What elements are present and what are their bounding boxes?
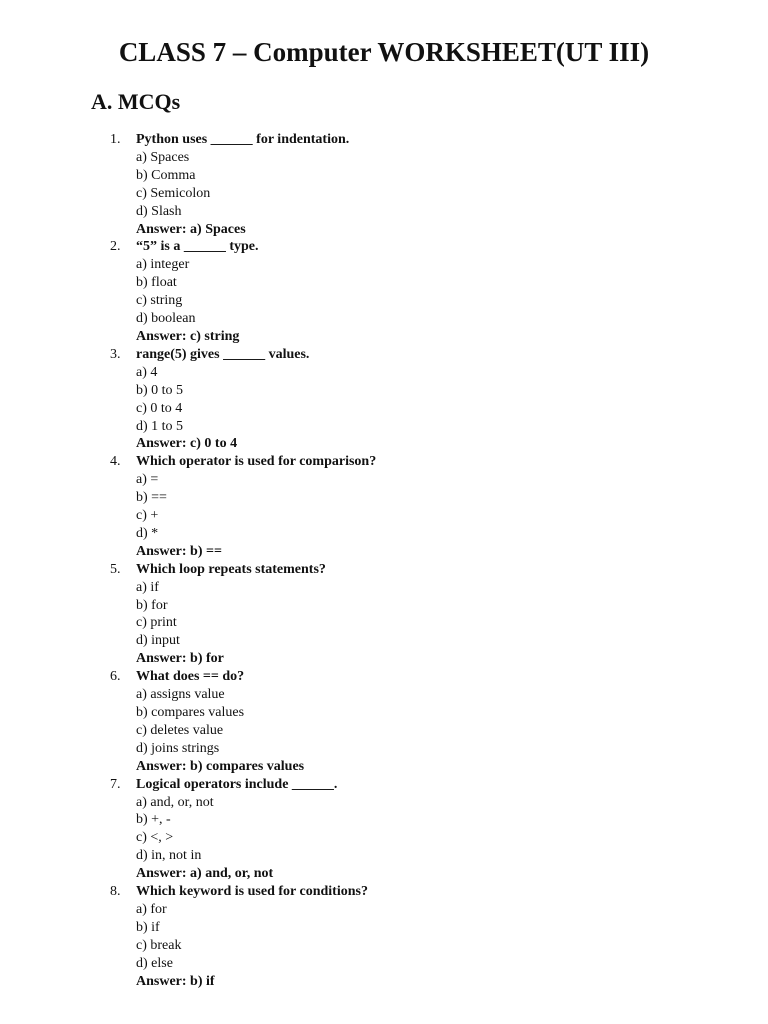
option-a: a) = (136, 472, 159, 488)
question-number: 6. (110, 669, 121, 685)
option-b: b) float (136, 275, 177, 291)
option-a: a) assigns value (136, 687, 225, 703)
option-c: c) string (136, 293, 183, 309)
question-number: 3. (110, 346, 121, 362)
answer-line: Answer: b) compares values (136, 758, 305, 774)
question-item (0, 776, 768, 883)
option-a: a) integer (136, 257, 190, 273)
option-d: d) joins strings (136, 740, 220, 756)
question-item (0, 131, 768, 238)
question-item (0, 561, 768, 668)
option-c: c) <, > (136, 830, 174, 846)
question-number: 1. (110, 132, 121, 147)
option-d: d) * (136, 525, 159, 541)
question-text: Which operator is used for comparison? (136, 454, 377, 470)
question-item (0, 346, 768, 453)
question-text: Logical operators include ______. (136, 776, 338, 792)
option-b: b) == (136, 490, 167, 506)
question-list (0, 131, 768, 991)
question-text: “5” is a ______ type. (136, 239, 259, 255)
option-d: d) Slash (136, 203, 182, 219)
option-a: a) and, or, not (136, 794, 214, 810)
section-heading: A. MCQs (91, 89, 181, 114)
option-d: d) input (136, 633, 180, 649)
question-text: Which loop repeats statements? (136, 561, 326, 577)
question-text: range(5) gives ______ values. (136, 346, 310, 362)
question-number: 2. (110, 239, 121, 255)
option-b: b) Comma (136, 167, 196, 183)
option-b: b) +, - (136, 812, 171, 828)
option-c: c) print (136, 615, 177, 631)
option-b: b) compares values (136, 705, 245, 720)
option-a: a) for (136, 901, 167, 917)
answer-line: Answer: b) == (136, 543, 222, 559)
option-c: c) deletes value (136, 722, 224, 738)
question-number: 7. (110, 776, 121, 792)
option-c: c) Semicolon (136, 185, 211, 201)
answer-line: Answer: c) string (136, 328, 240, 344)
answer-line: Answer: c) 0 to 4 (136, 436, 238, 452)
question-number: 5. (110, 561, 121, 577)
option-d: d) boolean (136, 311, 196, 327)
question-number: 8. (110, 884, 121, 900)
option-d: d) 1 to 5 (136, 418, 184, 434)
question-item (0, 883, 768, 990)
option-b: b) for (136, 597, 168, 613)
option-d: d) else (136, 955, 173, 971)
option-d: d) in, not in (136, 848, 202, 864)
question-number: 4. (110, 454, 121, 470)
option-c: c) break (136, 937, 182, 953)
answer-line: Answer: b) if (136, 973, 215, 989)
question-item (0, 668, 768, 775)
page-title: CLASS 7 – Computer WORKSHEET(UT III) (118, 37, 650, 67)
question-item (0, 238, 768, 345)
question-item (0, 453, 768, 560)
option-c: c) + (136, 508, 159, 524)
option-a: a) Spaces (136, 149, 190, 165)
question-text: Which keyword is used for conditions? (136, 884, 368, 900)
option-c: c) 0 to 4 (136, 400, 183, 416)
answer-line: Answer: b) for (136, 651, 224, 667)
option-b: b) if (136, 919, 160, 935)
answer-line: Answer: a) Spaces (136, 221, 246, 237)
option-b: b) 0 to 5 (136, 382, 184, 398)
question-text: Python uses ______ for indentation. (136, 132, 350, 147)
option-a: a) if (136, 579, 159, 595)
option-a: a) 4 (136, 364, 158, 380)
answer-line: Answer: a) and, or, not (136, 866, 274, 882)
question-text: What does == do? (136, 669, 245, 685)
